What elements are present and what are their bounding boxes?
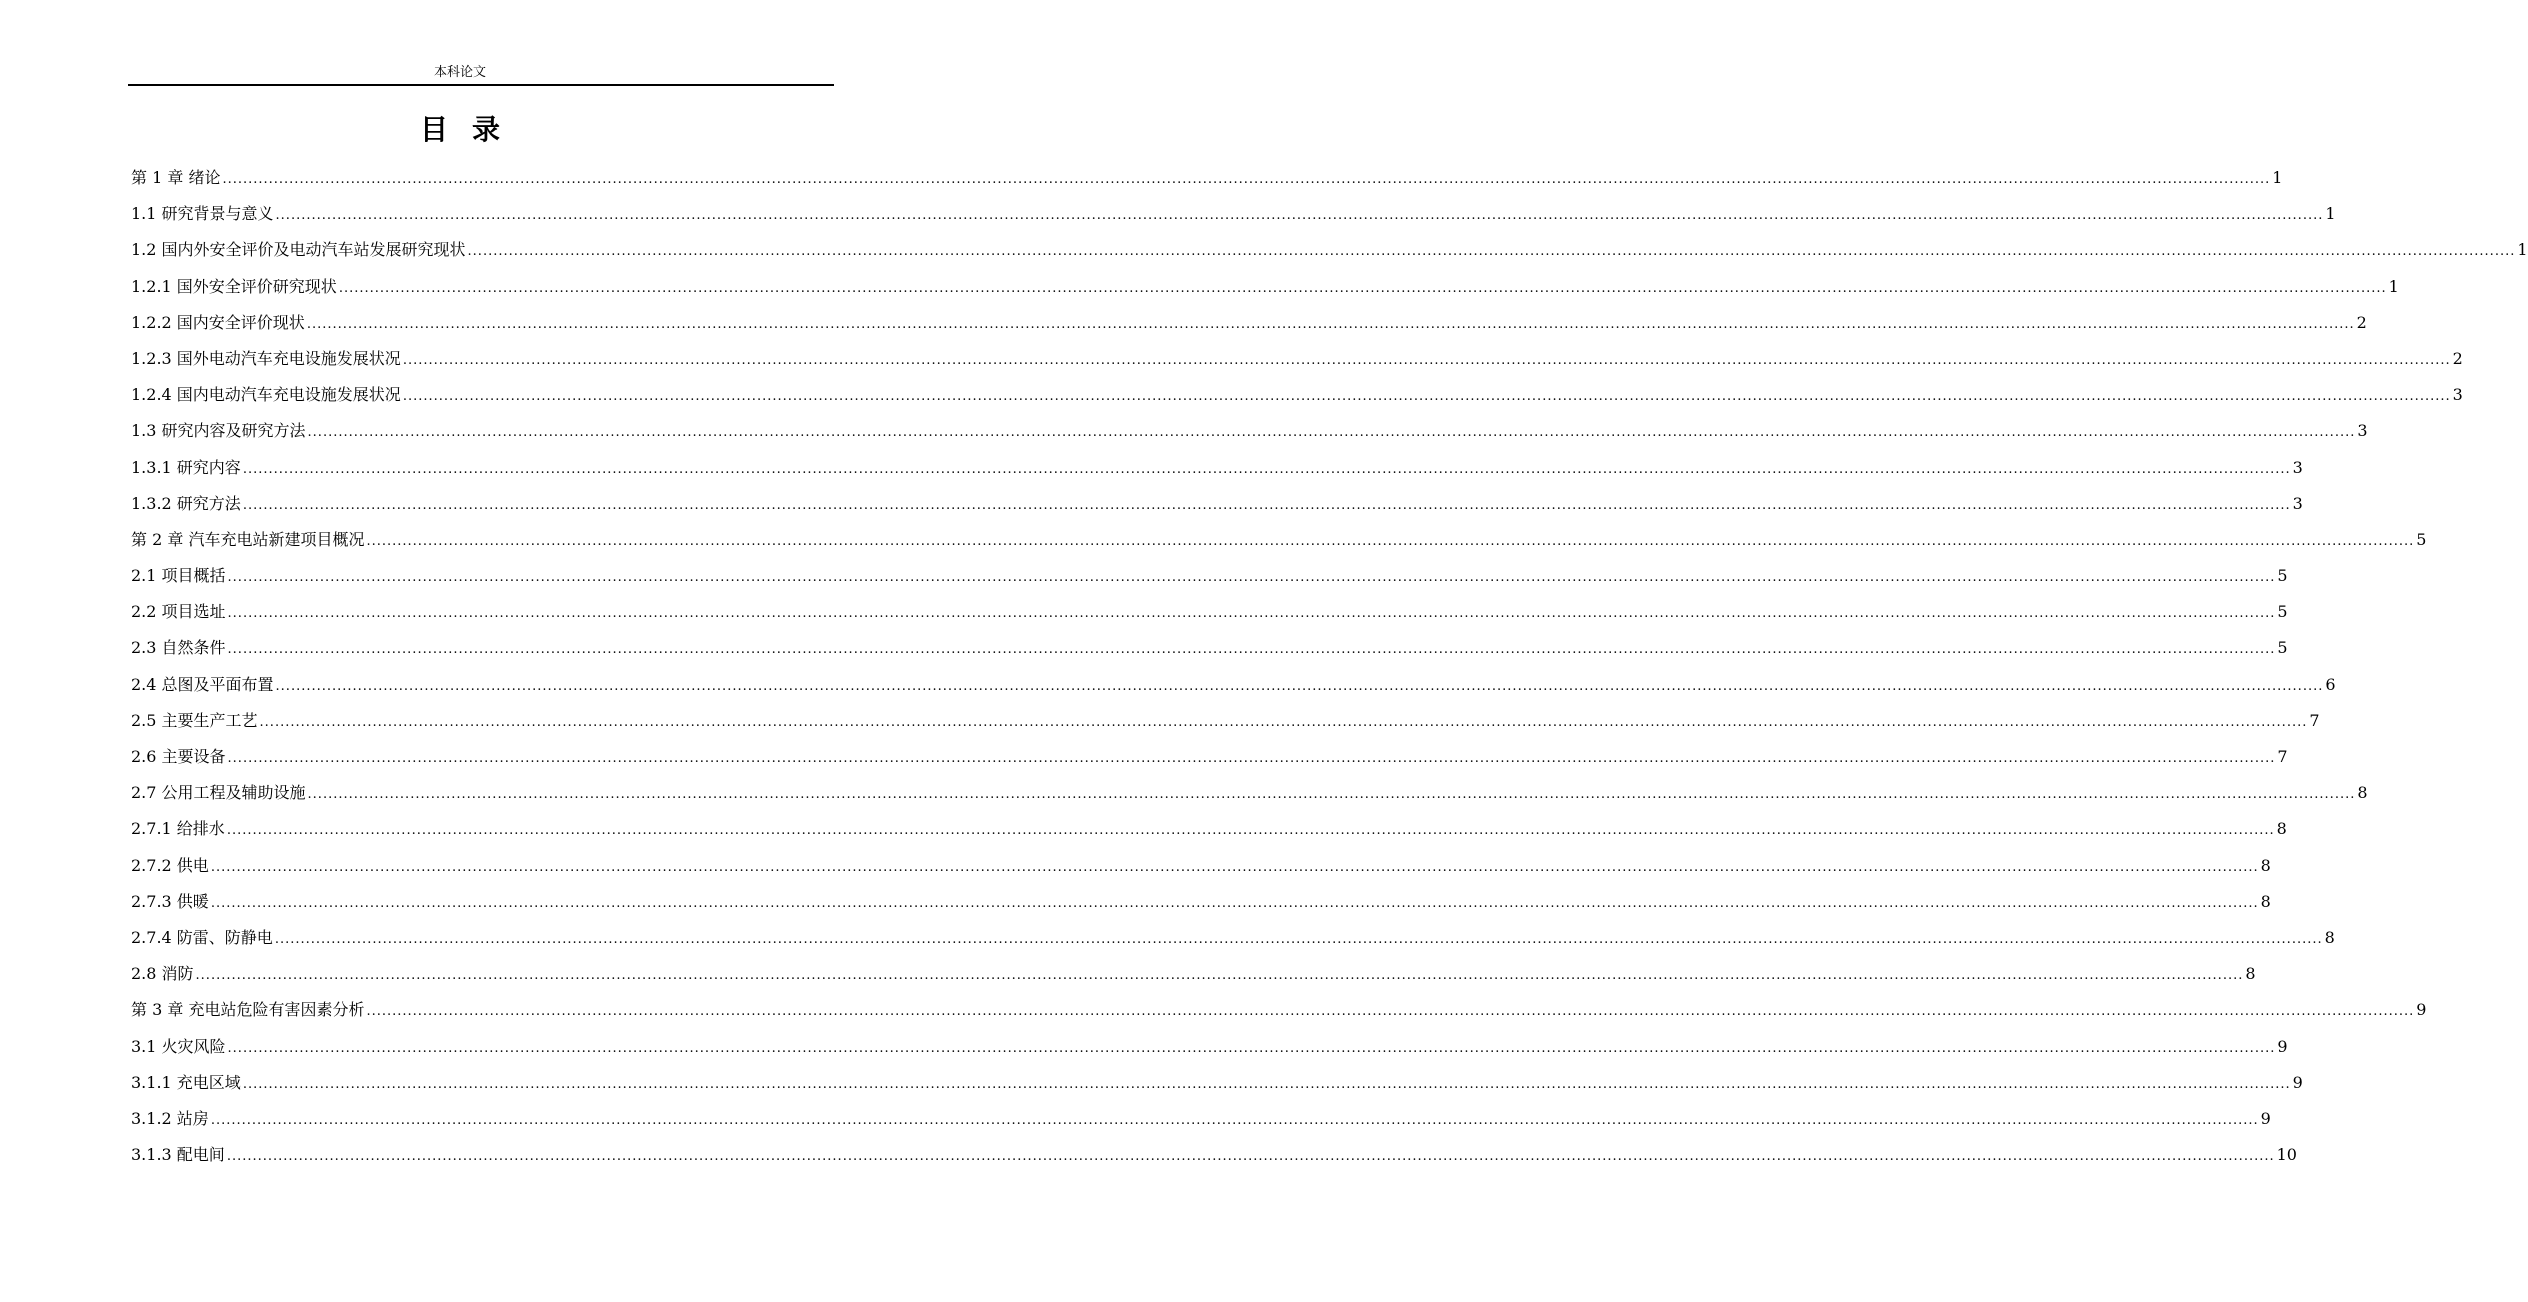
- toc-entry-label: 1.3.2 研究方法: [131, 493, 241, 513]
- toc-dot-leader: ...............................................................................................................................................................................................................................................................................................................................................................................................................: [242, 497, 2291, 513]
- toc-dot-leader: ...............................................................................................................................................................................................................................................................................................................................................................................................................: [366, 1004, 2415, 1020]
- toc-entry[interactable]: [131, 413, 2368, 449]
- toc-entry[interactable]: [131, 1029, 2288, 1065]
- toc-entry-page-number: 8: [2357, 783, 2368, 803]
- toc-entry[interactable]: [131, 160, 2283, 196]
- toc-entry[interactable]: [131, 920, 2335, 956]
- toc-entry-label: 1.1 研究背景与意义: [131, 204, 274, 224]
- toc-dot-leader: ...............................................................................................................................................................................................................................................................................................................................................................................................................: [227, 570, 2276, 586]
- toc-entry-label: 2.7 公用工程及辅助设施: [131, 783, 306, 803]
- toc-entry-page-number: 5: [2416, 529, 2427, 549]
- toc-entry-label: 1.2.2 国内安全评价现状: [131, 312, 305, 332]
- toc-dot-leader: ...............................................................................................................................................................................................................................................................................................................................................................................................................: [306, 316, 2355, 332]
- toc-dot-leader: ...............................................................................................................................................................................................................................................................................................................................................................................................................: [210, 895, 2259, 911]
- toc-entry-page-number: 9: [2416, 1000, 2427, 1020]
- toc-entry-page-number: 1: [2388, 276, 2399, 296]
- toc-dot-leader: ...............................................................................................................................................................................................................................................................................................................................................................................................................: [227, 751, 2276, 766]
- toc-entry-page-number: 5: [2277, 566, 2288, 586]
- toc-entry-page-number: 1: [2272, 168, 2283, 187]
- toc-entry-label: 1.3.1 研究内容: [131, 457, 241, 477]
- toc-entry[interactable]: [131, 558, 2288, 594]
- toc-dot-leader: ...............................................................................................................................................................................................................................................................................................................................................................................................................: [307, 425, 2356, 441]
- toc-dot-leader: ...............................................................................................................................................................................................................................................................................................................................................................................................................: [227, 1040, 2276, 1056]
- header-rule: [128, 84, 834, 86]
- toc-dot-leader: ...............................................................................................................................................................................................................................................................................................................................................................................................................: [307, 787, 2356, 803]
- toc-entry-page-number: 5: [2277, 638, 2288, 658]
- toc-entry-label: 3.1.2 站房: [131, 1108, 209, 1128]
- toc-entry-label: 3.1.1 充电区域: [131, 1072, 241, 1092]
- toc-entry-page-number: 6: [2325, 674, 2336, 694]
- toc-entry-label: 2.7.3 供暖: [131, 891, 209, 911]
- toc-entry-label: 2.3 自然条件: [131, 638, 226, 658]
- toc-entry-label: 2.8 消防: [131, 964, 194, 984]
- toc-entry-page-number: 3: [2292, 493, 2303, 513]
- toc-entry-page-number: 7: [2309, 710, 2320, 730]
- toc-entry[interactable]: [131, 811, 2287, 847]
- toc-entry-page-number: 8: [2245, 964, 2256, 984]
- toc-dot-leader: ...............................................................................................................................................................................................................................................................................................................................................................................................................: [275, 678, 2324, 694]
- toc-dot-leader: ...............................................................................................................................................................................................................................................................................................................................................................................................................: [402, 352, 2451, 368]
- toc-dot-leader: ...............................................................................................................................................................................................................................................................................................................................................................................................................: [242, 1076, 2291, 1092]
- toc-entry[interactable]: [131, 341, 2463, 377]
- running-header: 本科论文: [433, 65, 486, 80]
- toc-entry-label: 1.2.4 国内电动汽车充电设施发展状况: [131, 385, 401, 405]
- toc-entry[interactable]: [131, 739, 2288, 775]
- toc-dot-leader: ...............................................................................................................................................................................................................................................................................................................................................................................................................: [222, 172, 2271, 187]
- toc-entry-label: 2.4 总图及平面布置: [131, 674, 274, 694]
- toc-entry[interactable]: [131, 1065, 2303, 1101]
- toc-entry[interactable]: [131, 305, 2367, 341]
- toc-entry[interactable]: [131, 630, 2288, 666]
- toc-entry-page-number: 3: [2357, 421, 2368, 441]
- toc-entry-page-number: 9: [2277, 1036, 2288, 1056]
- toc-entry-page-number: 9: [2260, 1108, 2271, 1128]
- toc-entry-page-number: 2: [2356, 312, 2367, 332]
- toc-dot-leader: ...............................................................................................................................................................................................................................................................................................................................................................................................................: [226, 823, 2275, 839]
- toc-entry[interactable]: [131, 377, 2463, 413]
- toc-dot-leader: ...............................................................................................................................................................................................................................................................................................................................................................................................................: [275, 208, 2324, 224]
- toc-entry-label: 2.1 项目概括: [131, 566, 226, 586]
- toc-entry[interactable]: [131, 1101, 2271, 1137]
- toc-dot-leader: ...............................................................................................................................................................................................................................................................................................................................................................................................................: [338, 280, 2387, 296]
- toc-entry[interactable]: [131, 992, 2427, 1028]
- toc-entry-label: 第 2 章 汽车充电站新建项目概况: [131, 529, 365, 549]
- toc-entry-page-number: 7: [2277, 747, 2288, 766]
- toc-entry-label: 第 1 章 绪论: [131, 168, 221, 187]
- toc-entry-label: 2.2 项目选址: [131, 602, 226, 622]
- toc-dot-leader: ...............................................................................................................................................................................................................................................................................................................................................................................................................: [274, 931, 2323, 947]
- toc-entry-label: 1.2.1 国外安全评价研究现状: [131, 276, 337, 296]
- toc-entry[interactable]: [131, 1137, 2297, 1173]
- toc-entry-page-number: 8: [2260, 855, 2271, 875]
- toc-dot-leader: ...............................................................................................................................................................................................................................................................................................................................................................................................................: [242, 461, 2291, 477]
- toc-entry-label: 2.5 主要生产工艺: [131, 710, 258, 730]
- toc-entry-page-number: 8: [2324, 927, 2335, 947]
- toc-entry[interactable]: [131, 667, 2336, 703]
- toc-entry-label: 第 3 章 充电站危险有害因素分析: [131, 1000, 365, 1020]
- toc-title: 目录: [419, 113, 524, 146]
- toc-entry-page-number: 5: [2277, 602, 2288, 622]
- toc-dot-leader: ...............................................................................................................................................................................................................................................................................................................................................................................................................: [259, 714, 2308, 730]
- toc-entry[interactable]: [131, 594, 2288, 630]
- toc-dot-leader: ...............................................................................................................................................................................................................................................................................................................................................................................................................: [366, 533, 2415, 549]
- toc-entry-page-number: 3: [2292, 457, 2303, 477]
- toc-dot-leader: ...............................................................................................................................................................................................................................................................................................................................................................................................................: [226, 1149, 2275, 1165]
- toc-entry-page-number: 2: [2452, 348, 2463, 368]
- toc-entry-label: 2.7.1 给排水: [131, 819, 225, 839]
- toc-dot-leader: ...............................................................................................................................................................................................................................................................................................................................................................................................................: [227, 642, 2276, 658]
- toc-entry[interactable]: [131, 703, 2320, 739]
- toc-entry-page-number: 8: [2260, 891, 2271, 911]
- toc-entry-page-number: 10: [2276, 1145, 2297, 1165]
- toc-entry-label: 1.2 国内外安全评价及电动汽车站发展研究现状: [131, 240, 466, 260]
- toc-entry[interactable]: [131, 522, 2427, 558]
- toc-entry-label: 3.1 火灾风险: [131, 1036, 226, 1056]
- toc-entry-page-number: 1: [2517, 240, 2528, 260]
- toc-entry[interactable]: [131, 269, 2399, 305]
- toc-entry[interactable]: [131, 486, 2303, 522]
- toc-entry-label: 2.7.2 供电: [131, 855, 209, 875]
- toc-entry-label: 1.2.3 国外电动汽车充电设施发展状况: [131, 348, 401, 368]
- toc-entry-label: 1.3 研究内容及研究方法: [131, 421, 306, 441]
- toc-dot-leader: ...............................................................................................................................................................................................................................................................................................................................................................................................................: [210, 1112, 2259, 1128]
- toc-entry-page-number: 3: [2452, 385, 2463, 405]
- toc-dot-leader: ...............................................................................................................................................................................................................................................................................................................................................................................................................: [195, 968, 2244, 984]
- toc-list: [131, 160, 2528, 1173]
- toc-entry-page-number: 9: [2292, 1072, 2303, 1092]
- toc-dot-leader: ...............................................................................................................................................................................................................................................................................................................................................................................................................: [227, 606, 2276, 622]
- toc-entry[interactable]: [131, 775, 2368, 811]
- toc-entry-page-number: 8: [2276, 819, 2287, 839]
- toc-entry[interactable]: [131, 450, 2303, 486]
- toc-entry-label: 2.7.4 防雷、防静电: [131, 927, 273, 947]
- toc-dot-leader: ...............................................................................................................................................................................................................................................................................................................................................................................................................: [467, 244, 2516, 260]
- toc-entry-label: 3.1.3 配电间: [131, 1145, 225, 1165]
- toc-entry-label: 2.6 主要设备: [131, 747, 226, 766]
- toc-entry-page-number: 1: [2325, 204, 2336, 224]
- toc-entry[interactable]: [131, 196, 2336, 232]
- toc-entry[interactable]: [131, 884, 2271, 920]
- toc-entry[interactable]: [131, 956, 2256, 992]
- toc-dot-leader: ...............................................................................................................................................................................................................................................................................................................................................................................................................: [210, 859, 2259, 875]
- toc-entry[interactable]: [131, 848, 2271, 884]
- toc-dot-leader: ...............................................................................................................................................................................................................................................................................................................................................................................................................: [402, 389, 2451, 405]
- toc-entry[interactable]: [131, 232, 2528, 268]
